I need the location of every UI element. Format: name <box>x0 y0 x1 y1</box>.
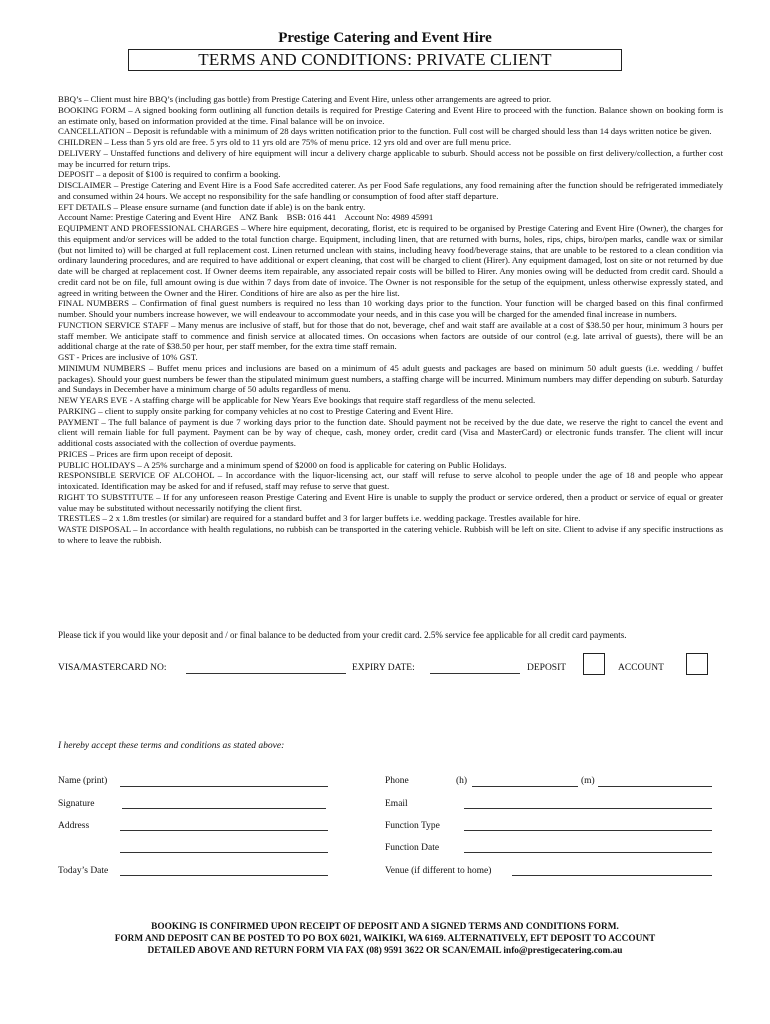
terms-list <box>58 94 723 546</box>
phone-mobile-label: (m) <box>581 776 595 786</box>
term-gst: GST - Prices are inclusive of 10% GST. <box>58 352 198 362</box>
term-final-numbers: FINAL NUMBERS – Confirmation of final guest numbers is required no less than 10 working days prior to the function. Your function will be charged based on this final confirmed number. Should your numbers increase however, we will endeavour to accommodate your needs, and in this case you will be charged for the amended final increase in numbers. <box>58 298 723 319</box>
phone-home-label: (h) <box>456 776 468 786</box>
function-type-label: Function Type <box>385 821 440 831</box>
signature-field[interactable] <box>122 808 326 809</box>
todays-date-field[interactable] <box>120 875 328 876</box>
footer-line-3: DETAILED ABOVE AND RETURN FORM VIA FAX (08) 9591 3622 OR SCAN/EMAIL info@prestigecatering.com.au <box>147 946 623 956</box>
function-date-label: Function Date <box>385 843 440 853</box>
function-date-field[interactable] <box>464 852 712 853</box>
term-function-staff: FUNCTION SERVICE STAFF – Many menus are inclusive of staff, but for those that do not, beverage, chef and wait staff are available at a cost of $38.50 per hour, minimum 3 hours per staff member. We anticipate staff to commence and finish service at allocated times. On occasions when factors are outside of our control (e.g. late arrival of guests), there will be an additional charge at the rate of $38.50 per hour, per staff member, for the extra time staff remain. <box>58 319 723 352</box>
term-payment: PAYMENT – The full balance of payment is due 7 working days prior to the function date. Should payment not be received by the due date, we reserve the right to cancel the event and client will remain liable for full payment. Payment can be by way of cheque, cash, money order, credit card (Visa and MasterCard) or electronic funds transfer. The client will incur additional costs associated with the collection of overdue payments. <box>58 416 723 448</box>
function-type-field[interactable] <box>464 830 712 831</box>
address-label: Address <box>58 821 90 831</box>
term-disclaimer: DISCLAIMER – Prestige Catering and Event Hire is a Food Safe accredited caterer. As per Food Safe regulations, any food remaining after the function should be refrigerated immediately and consumed within 24 hours. We accept no responsibility for the safe handling or consumption of food after staff departure. <box>58 180 723 201</box>
term-substitute: RIGHT TO SUBSTITUTE – If for any unforeseen reason Prestige Catering and Event Hire is unable to supply the product or service ordered, then a product or service of equal or greater value may be substituted without necessarily notifying the client first. <box>58 491 723 513</box>
term-delivery: DELIVERY – Unstaffed functions and delivery of hire equipment will incur a delivery charge applicable to suburb. Should access not be possible on first delivery/collection, a further cost may be incurred for return trips. <box>58 147 723 169</box>
phone-mobile-field[interactable] <box>598 786 712 787</box>
term-minimum-numbers: MINIMUM NUMBERS – Buffet menu prices and inclusions are based on a minimum of 45 adult guests and packages are based on minimum 50 adult guests (i.e. wedding / buffet packages). Should your guest numbers be fewer than the stipulated minimum guest numbers, a staffing charge will be incurred. Minimum numbers may differ depending on suburb. Saturday and Sundays in December have a minimum charge of 50 adults regardless of menu. <box>58 362 723 395</box>
term-equipment: EQUIPMENT AND PROFESSIONAL CHARGES – Where hire equipment, decorating, florist, etc is required to be organised by Prestige Catering and Event Hire (Owner), the charges for this equipment and/or services will be added to the total function charge. Equipment, including linen, that are returned with burns, holes, rips, chips, biro/pen marks, candle wax or similar (but not limited to) will be charged at full replacement cost. Linen returned unclean with stains, including heavy food/beverage stains, that are unable to be restored to a clean condition via ordinary laundering procedures, and are required to have additional or expert cleaning, that cost will be charged to client (Hirer). Any equipment damaged, lost on site or not returned by due date will be charged at replacement cost. If Owner deems item repairable, any associated repair costs will be billed to Hirer. Any monies owing will be deducted from credit card. Should a credit card not be on file, full amount owing is due within 7 days from date of invoice. The Owner is not responsible for the setup of the equipment, unless otherwise expressly stated, and agreed in writing between the Owner and the Hirer. Conditions of hire are also as per the hire list. <box>58 223 723 298</box>
term-alcohol: RESPONSIBLE SERVICE OF ALCOHOL – In accordance with the liquor-licensing act, our staff will refuse to serve alcohol to people under the age of 18 and people who appear intoxicated. Identification may be asked for and if refused, staff may refuse to serve that guest. <box>58 470 723 491</box>
term-cancellation: CANCELLATION – Deposit is refundable with a minimum of 28 days written notification prior to the function. Full cost will be charged should less than 14 days written notice be given. <box>58 126 712 137</box>
address-field-line2[interactable] <box>120 852 328 853</box>
document-title: Prestige Catering and Event Hire <box>278 30 492 46</box>
card-number-label: VISA/MASTERCARD NO: <box>58 663 167 673</box>
address-field-line1[interactable] <box>120 830 328 831</box>
term-account-details: Account Name: Prestige Catering and Event Hire ANZ Bank BSB: 016 441 Account No: 4989 45991 <box>58 212 434 223</box>
venue-field[interactable] <box>512 875 712 876</box>
term-parking: PARKING – client to supply onsite parking for company vehicles at no cost to Prestige Catering and Event Hire. <box>58 405 454 416</box>
term-new-years-eve: NEW YEARS EVE - A staffing charge will be applicable for New Years Eve bookings that require staff regardless of the menu selected. <box>58 395 536 405</box>
document-subtitle: TERMS AND CONDITIONS: PRIVATE CLIENT <box>128 49 622 71</box>
payment-instruction: Please tick if you would like your deposit and / or final balance to be deducted from your credit card. 2.5% service fee applicable for all credit card payments. <box>58 630 627 640</box>
term-trestles: TRESTLES – 2 x 1.8m trestles (or similar) are required for a standard buffet and 3 for larger buffets i.e. wedding package. Trestles available for hire. <box>58 513 581 524</box>
booking-footer <box>0 921 770 957</box>
term-booking-form: BOOKING FORM – A signed booking form outlining all function details is required for Prestige Catering and Event Hire to proceed with the function. Balance shown on booking form is an estimate only, based on information provided at the time. Final balance will be on invoice. <box>58 104 723 126</box>
deposit-label: DEPOSIT <box>527 663 567 673</box>
account-checkbox[interactable] <box>686 653 708 675</box>
deposit-checkbox[interactable] <box>583 653 605 675</box>
term-public-holidays: PUBLIC HOLIDAYS – A 25% surcharge and a minimum spend of $2000 on food is applicable for catering on Public Holidays. <box>58 459 507 470</box>
term-deposit: DEPOSIT – a deposit of $100 is required to confirm a booking. <box>58 169 281 180</box>
expiry-date-label: EXPIRY DATE: <box>352 663 415 673</box>
term-waste-disposal: WASTE DISPOSAL – In accordance with health regulations, no rubbish can be transported in the catering vehicle. Rubbish will be left on site. Client to advise if any specific instructions as to where to leave the rubbish. <box>58 524 723 545</box>
footer-line-2: FORM AND DEPOSIT CAN BE POSTED TO PO BOX 6021, WAIKIKI, WA 6169. ALTERNATIVELY, EFT DEPOSIT TO ACCOUNT <box>114 934 656 944</box>
todays-date-label: Today’s Date <box>58 866 109 876</box>
name-label: Name (print) <box>58 776 108 786</box>
acceptance-statement: I hereby accept these terms and conditions as stated above: <box>58 741 285 751</box>
term-prices: PRICES – Prices are firm upon receipt of deposit. <box>58 448 233 459</box>
phone-home-field[interactable] <box>472 786 578 787</box>
email-label: Email <box>385 799 408 809</box>
signature-label: Signature <box>58 799 95 809</box>
email-field[interactable] <box>464 808 712 809</box>
term-eft-details: EFT DETAILS – Please ensure surname (and function date if able) is on the bank entry. <box>58 201 366 212</box>
phone-label: Phone <box>385 776 409 786</box>
expiry-date-field[interactable] <box>430 673 520 674</box>
term-bbq: BBQ’s – Client must hire BBQ’s (including gas bottle) from Prestige Catering and Event Hire, unless other arrangements are agreed to prior. <box>58 94 552 104</box>
account-label: ACCOUNT <box>618 663 664 673</box>
name-field[interactable] <box>120 786 328 787</box>
footer-line-1: BOOKING IS CONFIRMED UPON RECEIPT OF DEPOSIT AND A SIGNED TERMS AND CONDITIONS FORM. <box>151 922 619 932</box>
venue-label: Venue (if different to home) <box>385 866 492 876</box>
card-number-field[interactable] <box>186 673 346 674</box>
term-children: CHILDREN – Less than 5 yrs old are free. 5 yrs old to 11 yrs old are 75% of menu price. 12 yrs old and over are full menu price. <box>58 137 512 147</box>
